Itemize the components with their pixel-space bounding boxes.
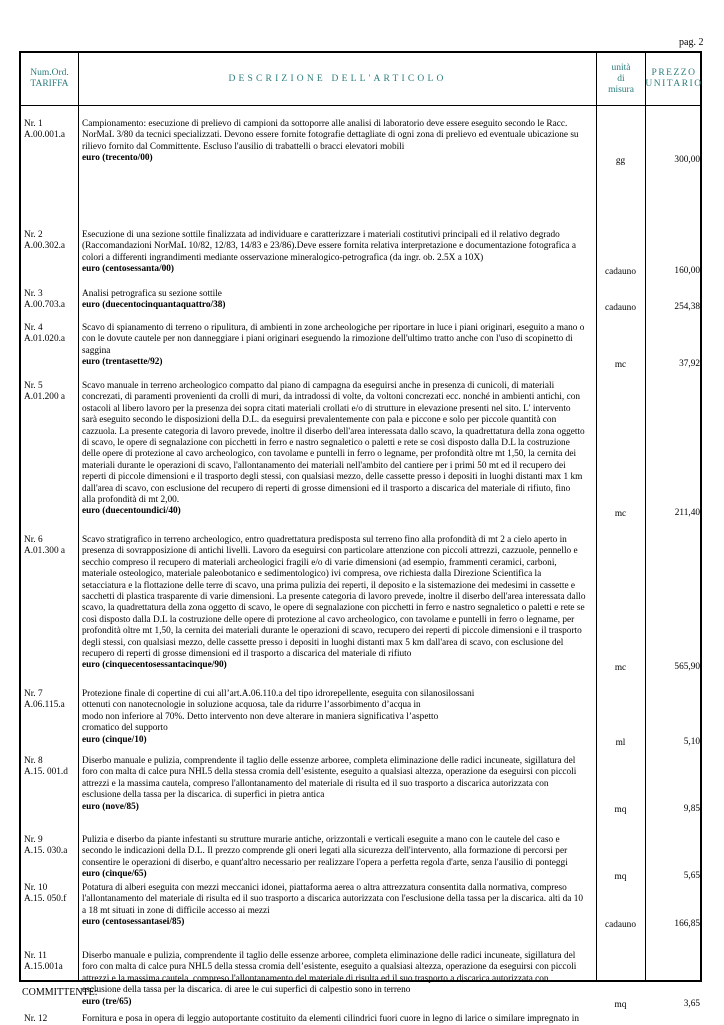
committente-label: COMMITTENTE: bbox=[22, 987, 98, 998]
description-line: Pulizia e diserbo da piante infestanti su strutture murarie antiche, orizzontali e verticali eseguite a mano con le cautele del caso e bbox=[82, 835, 560, 845]
description-line: attrezzi e la massima cautela, compreso l'allontanamento del materiale di risulta ed il suo trasporto a discarica autorizzata con bbox=[82, 973, 549, 984]
price-in-words: euro (trecento/00) bbox=[82, 153, 153, 164]
row-number: Nr. 11 bbox=[24, 951, 47, 961]
article-description bbox=[82, 119, 657, 165]
description-line: dall'area di scavo, con esclusione del recupero di reperti di grosse dimensioni ed il trasporto a discarica del materiale di rifiuto, fino bbox=[82, 483, 571, 494]
row-number: Nr. 6 bbox=[24, 535, 43, 545]
article-description bbox=[82, 323, 657, 369]
description-line: sacchetti di plastica trasparente di varie dimensioni. La presente categoria di lavoro prevede, inoltre il diserbo dell'area interessata dallo bbox=[82, 592, 586, 603]
unit-price: 565,90 bbox=[674, 662, 700, 672]
description-line: scavo, la quadrettatura della zona oggetto di scavo, le opere di segnalazione con picchetti in ferro e nastro segnaletico o paletti e rete se bbox=[82, 603, 585, 614]
page-number: pag. 2 bbox=[679, 37, 704, 48]
tariff-code bbox=[24, 883, 80, 906]
description-line: di scavo, le opere di segnalazione con picchetti in ferro e nastro segnaletico o paletti e rete se così disposto dalla D.L la costruzione bbox=[82, 438, 570, 449]
unit-price: 300,00 bbox=[674, 155, 700, 165]
description-line: Scavo stratigrafico in terreno archeologico, entro quadrettatura predisposta sul terreno fino alla profondità di mt 2 a cielo aperto in bbox=[82, 535, 567, 545]
article-description bbox=[82, 289, 657, 312]
tariff-id: A.15. 030.a bbox=[24, 846, 68, 857]
tariff-id: A.15. 050.f bbox=[24, 894, 67, 905]
price-in-words: euro (duecentocinquantaquattro/38) bbox=[82, 300, 226, 311]
header-descrizione: DESCRIZIONE DELL'ARTICOLO bbox=[228, 73, 447, 84]
description-line: modo non inferiore al 70%. Detto intervento non deve alterare in maniera significativa l’aspetto bbox=[82, 711, 439, 722]
row-number: Nr. 10 bbox=[24, 883, 48, 893]
description-line: presenza di sovrapposizione di antichi livelli. Lavoro da eseguirsi con particolare attenzione con piccoli attrezzi, cazzuole, pennello e bbox=[82, 546, 578, 557]
tariff-code bbox=[24, 835, 80, 858]
unit-price: 254,38 bbox=[674, 302, 700, 312]
tariff-id: A.01.300 a bbox=[24, 546, 66, 557]
description-line: rilievo fornito dal Committente. Escluso l'ausilio di trabattelli o bracci elevatori mobili bbox=[82, 141, 405, 152]
description-line: Campionamento: esecuzione di prelievo di campioni da sottoporre alle analisi di laboratorio deve essere eseguito secondo le Racc. bbox=[82, 119, 568, 129]
description-line: esclusione della tassa per la discarica. di aree le cui superfici di calpestio sono in terreno bbox=[82, 985, 411, 996]
description-line: foro con malta di calce pura NHL5 della stessa cromia dell’esistente, eseguito a qualsiasi altezza, operazione da eseguirsi con piccoli bbox=[82, 767, 577, 778]
tariff-code bbox=[24, 951, 80, 974]
row-number: Nr. 5 bbox=[24, 381, 43, 391]
unit-price: 5,65 bbox=[683, 871, 700, 881]
unit-of-measure: mq bbox=[614, 872, 627, 882]
description-line: ostacoli al libero lavoro per la presenza dei sopra citati materiali crollati e/o di strutture in elevazione presenti nel sito. L' intervento bbox=[82, 403, 571, 414]
article-description bbox=[82, 689, 657, 746]
header-num-ord: Num.Ord. TARIFFA bbox=[30, 68, 69, 89]
description-line: Scavo di spianamento di terreno o ripulitura, di ambienti in zone archeologiche per riportare in luce i piani originari, eseguito a mano o bbox=[82, 323, 585, 333]
price-in-words: euro (cinquecentosessantacinque/90) bbox=[82, 660, 227, 671]
description-line: consentire le operazioni di diserbo, e quant'altro necessario per realizzare l'opera a perfetta regola d'arte, senza l'ausilio di ponteggi bbox=[82, 857, 568, 868]
tariff-code bbox=[24, 381, 80, 404]
tariff-code bbox=[24, 689, 80, 712]
tariff-code bbox=[24, 289, 80, 312]
unit-of-measure: mq bbox=[614, 805, 627, 815]
unit-of-measure: mc bbox=[614, 509, 627, 519]
description-line: Diserbo manuale e pulizia, comprendente il taglio delle essenze arboree, completa eliminazione delle radici incuneate, sigillatura del bbox=[82, 951, 576, 961]
row-number: Nr. 2 bbox=[24, 230, 43, 240]
description-line: a 18 mt situati in zone di difficile accesso ai mezzi bbox=[82, 905, 270, 916]
article-description bbox=[82, 230, 657, 276]
description-line: colori a differenti ingrandimenti mediante osservazione mineralogico-petrografica (da ingr. ob. 2.5X a 10X) bbox=[82, 252, 484, 263]
unit-of-measure: mc bbox=[614, 360, 627, 370]
price-in-words: euro (nove/85) bbox=[82, 801, 139, 812]
unit-of-measure: gg bbox=[615, 156, 626, 166]
unit-price: 166,85 bbox=[674, 919, 700, 929]
description-line: Protezione finale di copertine di cui all’art.A.06.110.a del tipo idrorepellente, eseguita con silanosilossani bbox=[82, 689, 475, 699]
description-line: secchio compreso il recupero di materiali archeologici fragili e/o di varie dimensioni (ad esempio, frammenti ceramici, carboni, bbox=[82, 557, 557, 568]
unit-of-measure: cadauno bbox=[605, 267, 636, 277]
description-line: cromatico del supporto bbox=[82, 723, 168, 734]
description-line: secondo le indicazioni della D.L. Il prezzo comprende gli oneri legati alla sicurezza dell'intervento, alla formazione di percorsi per bbox=[82, 846, 568, 857]
unit-price: 211,40 bbox=[674, 508, 700, 518]
description-line: l'allontanamento del materiale di risulta ed il suo trasporto a discarica autorizzata con l'esclusione della tassa per la discarica. alti da 10 bbox=[82, 894, 584, 905]
unit-of-measure: mq bbox=[614, 1000, 627, 1010]
tariff-id: A.15. 001.d bbox=[24, 767, 68, 778]
article-description bbox=[82, 835, 657, 881]
unit-of-measure: cadauno bbox=[605, 303, 636, 313]
tariff-id: A.01.200 a bbox=[24, 392, 66, 403]
row-number: Nr. 9 bbox=[24, 835, 43, 845]
article-description bbox=[82, 535, 657, 672]
article-description bbox=[82, 381, 657, 518]
unit-price: 5,10 bbox=[683, 737, 700, 747]
description-line: NorMaL 3/80 da tecnici specializzati. Devono essere fornite fotografie dettagliate di ogni zona di prelievo ed eventuale ubicazione su bbox=[82, 130, 579, 141]
header-divider bbox=[21, 105, 700, 106]
unit-price: 37,92 bbox=[679, 359, 700, 369]
row-number: Nr. 7 bbox=[24, 689, 43, 699]
article-description bbox=[82, 756, 657, 813]
description-line: degli stessi, con qualsiasi mezzo, delle cassette presso i depositi in luoghi distanti max 5 km dall'area di scavo, con esclusione del bbox=[82, 637, 564, 648]
description-line: con le dovute cautele per non danneggiare i piani originari eseguendo la rimozione dell'ultimo tratto anche con l'uso di scopinetto di bbox=[82, 334, 573, 345]
description-line: reperti di piccole dimensioni e il trasporto degli stessi, con qualsiasi mezzo, delle cassette presso i depositi in luoghi distanti max 1 km bbox=[82, 472, 583, 483]
tariff-id: A.15.001a bbox=[24, 962, 63, 973]
description-line: saggina bbox=[82, 345, 111, 356]
description-line: materiale osteologico, materiale paleobotanico e sedimentologico) ivi compresa, ove richiesta dalla Direzione Scientifica la bbox=[82, 569, 542, 580]
price-in-words: euro (centosessanta/00) bbox=[82, 264, 175, 275]
description-line: Analisi petrografica su sezione sottile bbox=[82, 289, 222, 299]
description-line: alla profondità di mt 2,00. bbox=[82, 495, 180, 506]
tariff-code bbox=[24, 323, 80, 346]
price-in-words: euro (duecentoundici/40) bbox=[82, 506, 181, 517]
description-line: cazzuola. La presente categoria di lavoro prevede, inoltre il diserbo dell'area interessata dallo scavo, la quadrettatura della zona oggetto bbox=[82, 426, 585, 437]
description-line: setacciatura e la flottazione delle terre di scavo, una prima pulizia dei reperti, il deposito e la sistemazione dei medesimi in cassette e bbox=[82, 580, 576, 591]
description-line: Scavo manuale in terreno archeologico compatto dal piano di campagna da eseguirsi anche in presenza di cunicoli, di materiali bbox=[82, 381, 555, 391]
price-in-words: euro (cinque/10) bbox=[82, 734, 147, 745]
price-table bbox=[19, 51, 703, 1024]
unit-price: 160,00 bbox=[674, 266, 700, 276]
description-line: così disposto dalla D.L la costruzione delle opere di protezione al cavo archeologico, con tavolame e puntelli in ferro o legname, per bbox=[82, 614, 575, 625]
header-unita: unità di misura bbox=[608, 62, 634, 95]
description-line: (Raccomandazioni NorMaL 10/82, 12/83, 14/83 e 23/86).Deve essere fornita relativa interpretazione e documentazione fotografica a bbox=[82, 241, 577, 252]
price-in-words: euro (trentasette/92) bbox=[82, 357, 163, 368]
tariff-code bbox=[24, 119, 80, 142]
article-description bbox=[82, 883, 657, 929]
unit-price: 3,65 bbox=[683, 999, 700, 1009]
row-number: Nr. 3 bbox=[24, 289, 43, 299]
description-line: profondità oltre mt 1,50, la cernita dei materiali durante le operazioni di scavo, recupero dei reperti di piccole dimensioni e il trasporto bbox=[82, 626, 582, 637]
price-in-words: euro (tre/65) bbox=[82, 996, 132, 1007]
price-in-words: euro (centosessantasei/85) bbox=[82, 917, 185, 928]
unit-of-measure: cadauno bbox=[605, 920, 636, 930]
article-description bbox=[82, 1014, 657, 1025]
tariff-id: A.06.115.a bbox=[24, 700, 65, 711]
tariff-code bbox=[24, 535, 80, 558]
row-number: Nr. 1 bbox=[24, 119, 43, 129]
description-line: Diserbo manuale e pulizia, comprendente il taglio delle essenze arboree, completa eliminazione delle radici incuneate, sigillatura del bbox=[82, 756, 576, 766]
row-number: Nr. 8 bbox=[24, 756, 43, 766]
description-line: Potatura di alberi eseguita con mezzi meccanici idonei, piattaforma aerea o altra attrezzatura consentita dalla normativa, compreso bbox=[82, 883, 567, 893]
row-number: Nr. 4 bbox=[24, 323, 43, 333]
unit-price: 9,85 bbox=[683, 804, 700, 814]
description-line: materiali durante le operazioni di scavo, l'allontanamento dei materiali nell'ambito del cantiere per i primi 50 mt ed il recupero dei bbox=[82, 460, 566, 471]
tariff-id: A.01.020.a bbox=[24, 334, 66, 345]
tariff-id: A.00.703.a bbox=[24, 300, 66, 311]
article-description bbox=[82, 951, 657, 1008]
tariff-id: A.00.001.a bbox=[24, 130, 66, 141]
tariff-code bbox=[24, 756, 80, 779]
header-prezzo: PREZZO UNITARIO bbox=[645, 68, 703, 89]
description-line: ottenuti con nanotecnologie in soluzione acquosa, tale da ridurre l’assorbimento d’acqua in bbox=[82, 700, 421, 711]
unit-of-measure: mc bbox=[614, 663, 627, 673]
price-in-words: euro (cinque/65) bbox=[82, 869, 147, 880]
description-line: attrezzi e la massima cautela, compreso l'allontanamento del materiale di risulta ed il suo trasporto a discarica autorizzata con bbox=[82, 778, 549, 789]
unit-of-measure: ml bbox=[615, 738, 626, 748]
description-line: concrezati, di paramenti provenienti da crolli di muri, da intradossi di volte, da voltoni concrezati ecc. nonché in ambienti antichi, con bbox=[82, 392, 580, 403]
tariff-id: A.00.302.a bbox=[24, 241, 66, 252]
description-line: sarà eseguito secondo le disposizioni della D.L. da eseguirsi prevalentemente con pala e piccone e solo per piccole quantità con bbox=[82, 415, 557, 426]
description-line: esclusione della tassa per la discarica. di superfici in pietra antica bbox=[82, 790, 325, 801]
description-line: recupero di reperti di grosse dimensioni ed il trasporto a discarica del materiale di rifiuto bbox=[82, 649, 412, 660]
description-line: Fornitura e posa in opera di leggio autoportante costituito da elementi cilindrici fuori cuore in legno di larice o similare impregnato in bbox=[82, 1014, 579, 1024]
tariff-code bbox=[24, 1014, 80, 1025]
description-line: delle opere di protezione al cavo archeologico, con tavolame e puntelli in ferro o legname, per profondità oltre mt 1,50, la cernita dei bbox=[82, 449, 577, 460]
description-line: Esecuzione di una sezione sottile finalizzata ad individuare e caratterizzare i materiali costitutivi principali ed il relativo degrado bbox=[82, 230, 560, 240]
tariff-code bbox=[24, 230, 80, 253]
row-number: Nr. 12 bbox=[24, 1014, 48, 1024]
description-line: foro con malta di calce pura NHL5 della stessa cromia dell’esistente, eseguito a qualsiasi altezza, operazione da eseguirsi con piccoli bbox=[82, 962, 577, 973]
